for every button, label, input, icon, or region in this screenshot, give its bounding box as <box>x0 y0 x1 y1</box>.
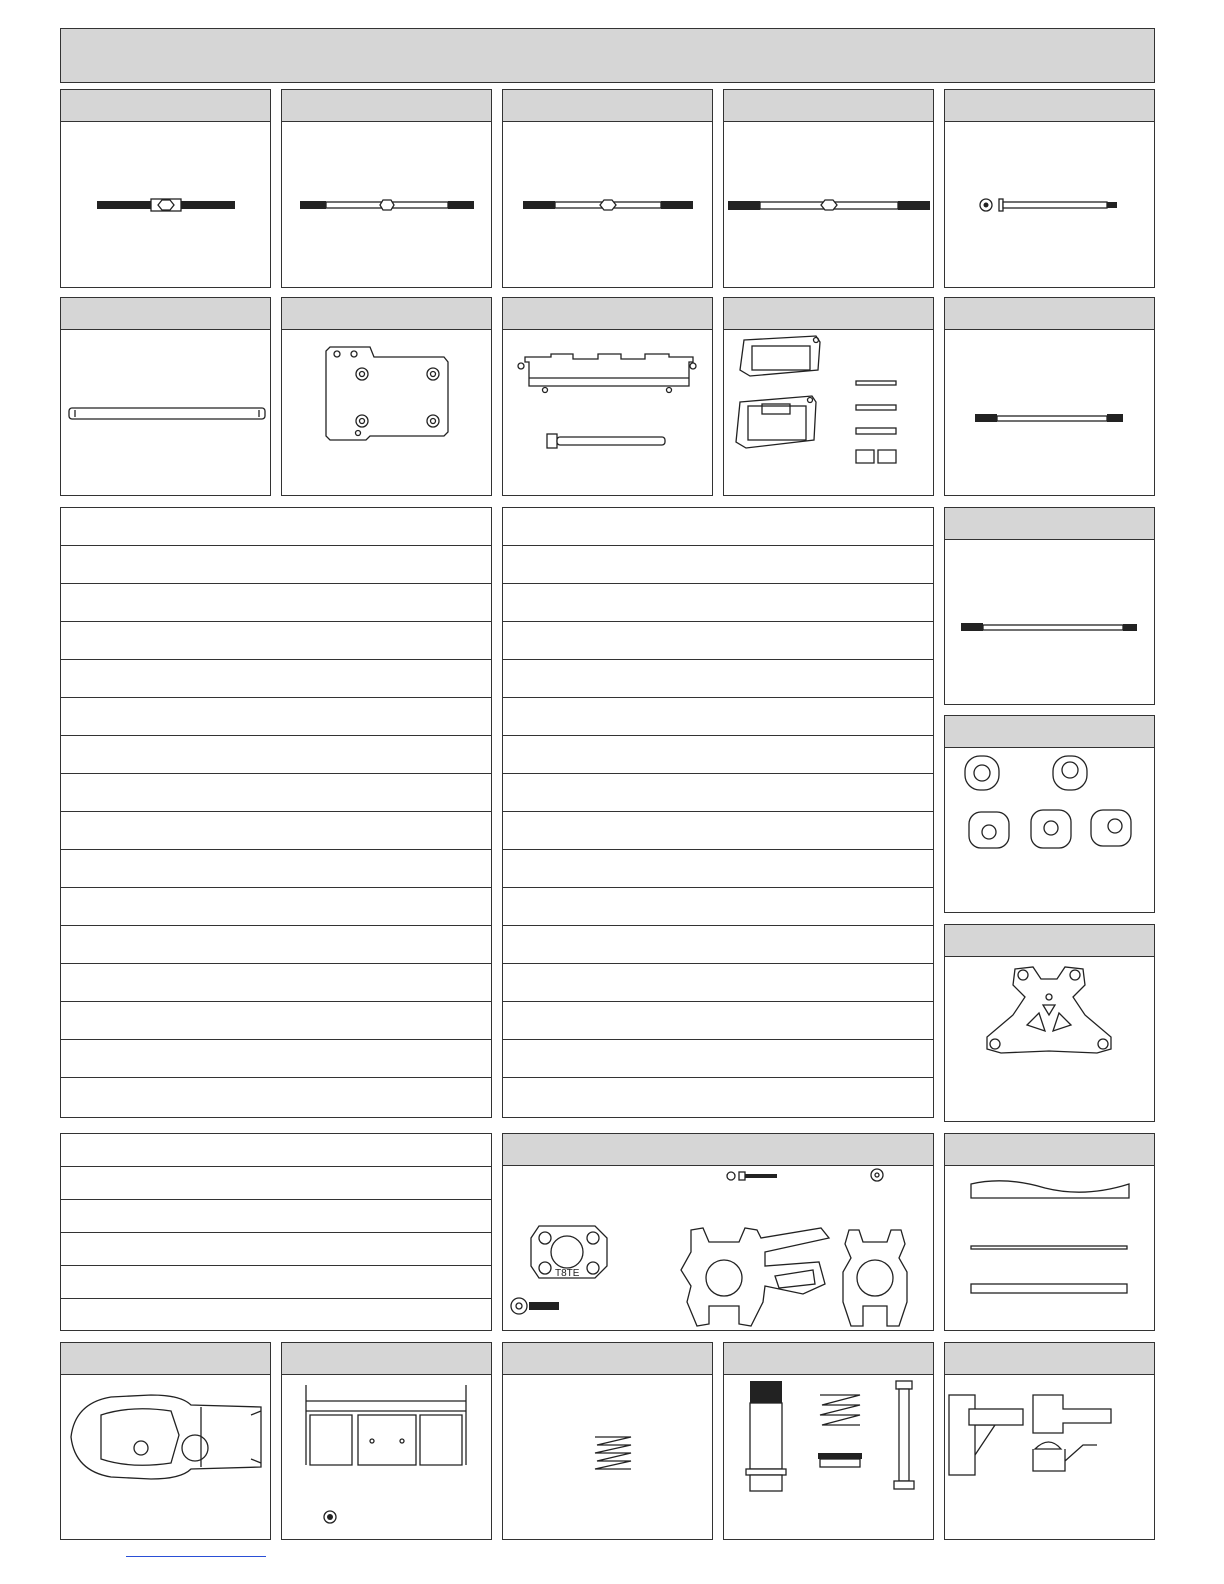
list-item <box>503 774 933 812</box>
parts-list-right <box>502 507 934 1118</box>
rear-wing-drawing <box>282 1375 490 1539</box>
shock-parts-drawing <box>724 1375 932 1539</box>
list-item <box>61 1167 491 1200</box>
list-item <box>503 926 933 964</box>
part-header <box>945 1134 1154 1166</box>
body-shell-drawing <box>61 1375 269 1539</box>
list-item <box>503 584 933 622</box>
part-box-mount-plate <box>281 297 492 496</box>
drive-pin-drawing <box>945 330 1153 495</box>
part-box-hinge-pin-e-clip <box>944 89 1155 288</box>
part-header <box>503 298 712 330</box>
parts-list-bottom <box>60 1133 492 1331</box>
page-title-banner <box>60 28 1155 83</box>
part-header <box>724 1343 933 1375</box>
list-item <box>61 1200 491 1233</box>
list-item <box>61 546 491 584</box>
hinge-pin-drawing <box>945 122 1153 287</box>
list-item <box>61 1233 491 1266</box>
part-header <box>61 298 270 330</box>
part-header <box>945 716 1154 748</box>
shaft-rod-drawing <box>61 330 269 495</box>
turnbuckle-medium-drawing <box>282 122 490 287</box>
part-header <box>945 90 1154 122</box>
list-item <box>61 1078 491 1115</box>
part-header <box>724 90 933 122</box>
part-header <box>282 90 491 122</box>
part-header <box>945 508 1154 540</box>
part-box-chassis-braces <box>944 1133 1155 1331</box>
list-item <box>503 1002 933 1040</box>
list-item <box>61 888 491 926</box>
list-item <box>503 888 933 926</box>
list-item <box>61 698 491 736</box>
part-header <box>503 1134 933 1166</box>
list-item <box>503 812 933 850</box>
list-item <box>61 584 491 622</box>
part-box-turnbuckle-long <box>502 89 713 288</box>
list-item <box>503 1040 933 1078</box>
list-item <box>61 736 491 774</box>
battery-tray-drawing <box>503 330 711 495</box>
driveshaft-drawing <box>945 540 1153 704</box>
part-header <box>945 298 1154 330</box>
part-header <box>61 90 270 122</box>
part-box-turnbuckle-short <box>60 89 271 288</box>
list-item <box>503 850 933 888</box>
mount-plate-drawing <box>282 330 490 495</box>
list-item <box>503 508 933 546</box>
part-box-diff-supports <box>502 1133 934 1331</box>
part-header <box>724 298 933 330</box>
spring-small-drawing <box>503 1375 711 1539</box>
list-item <box>61 926 491 964</box>
list-item <box>61 1299 491 1330</box>
part-box-spring-small <box>502 1342 713 1540</box>
list-item <box>503 622 933 660</box>
turnbuckle-short-drawing <box>61 122 269 287</box>
list-item <box>61 622 491 660</box>
receiver-box-drawing <box>724 330 932 495</box>
page-title <box>61 29 1154 65</box>
part-box-turnbuckle-extra-long <box>723 89 934 288</box>
list-item <box>61 774 491 812</box>
shock-tower-drawing <box>945 957 1153 1121</box>
part-box-shaft-rod <box>60 297 271 496</box>
part-box-drive-pin <box>944 297 1155 496</box>
part-header <box>945 1343 1154 1375</box>
list-item <box>61 660 491 698</box>
list-item <box>503 964 933 1002</box>
list-item <box>61 964 491 1002</box>
list-item <box>503 698 933 736</box>
turnbuckle-extra-long-drawing <box>724 122 932 287</box>
diff-supports-drawing <box>503 1166 932 1330</box>
part-box-shock-tower <box>944 924 1155 1122</box>
part-box-driveshaft <box>944 507 1155 705</box>
part-box-shock-parts <box>723 1342 934 1540</box>
mounts-drawing <box>945 1375 1153 1539</box>
part-header <box>503 1343 712 1375</box>
footer-link-underline[interactable] <box>126 1556 266 1557</box>
eccentric-inserts-drawing <box>945 748 1153 912</box>
part-box-battery-tray <box>502 297 713 496</box>
part-header <box>282 1343 491 1375</box>
list-item <box>503 736 933 774</box>
list-item <box>503 1078 933 1115</box>
part-header <box>61 1343 270 1375</box>
list-item <box>503 660 933 698</box>
list-item <box>61 850 491 888</box>
part-header <box>503 90 712 122</box>
parts-list-left <box>60 507 492 1118</box>
list-item <box>61 1002 491 1040</box>
part-box-mounts <box>944 1342 1155 1540</box>
diff-plate-logo: T8TE <box>555 1268 580 1279</box>
list-item <box>503 546 933 584</box>
list-item <box>61 508 491 546</box>
part-box-rear-wing <box>281 1342 492 1540</box>
turnbuckle-long-drawing <box>503 122 711 287</box>
chassis-braces-drawing <box>945 1166 1153 1330</box>
part-box-receiver-box <box>723 297 934 496</box>
part-header <box>282 298 491 330</box>
part-box-body-shell <box>60 1342 271 1540</box>
list-item <box>61 812 491 850</box>
list-item <box>61 1134 491 1167</box>
list-item <box>61 1040 491 1078</box>
part-box-turnbuckle-medium <box>281 89 492 288</box>
part-box-eccentric-inserts <box>944 715 1155 913</box>
list-item <box>61 1266 491 1299</box>
part-header <box>945 925 1154 957</box>
